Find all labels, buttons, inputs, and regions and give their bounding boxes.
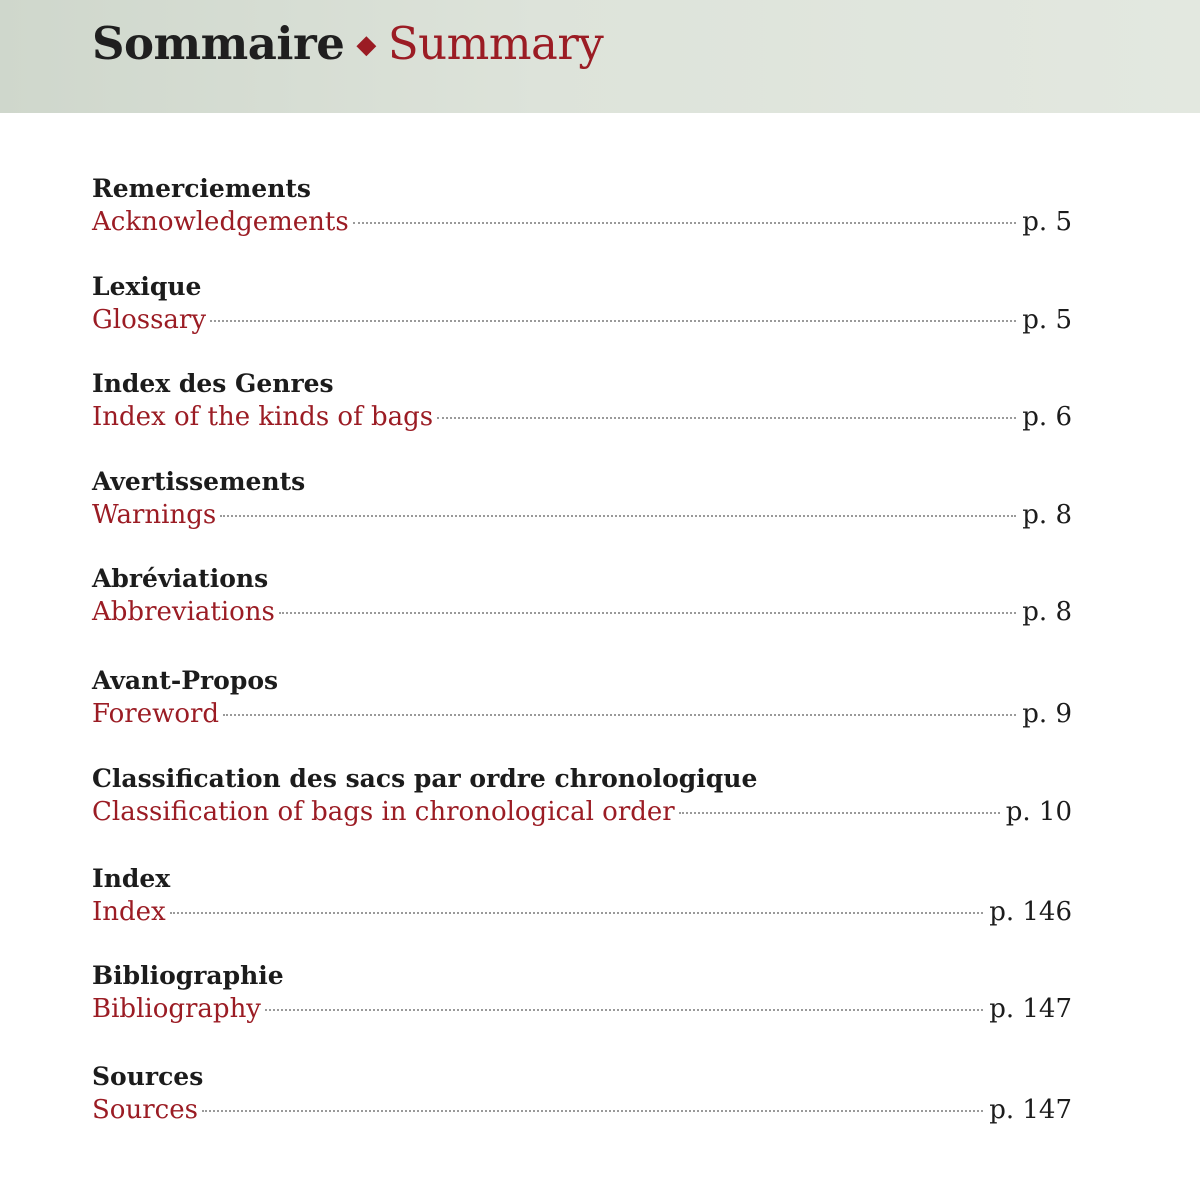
toc-entry-french: Avertissements	[92, 467, 306, 496]
toc-entry-english: Acknowledgements	[92, 207, 349, 237]
toc-entry-line	[92, 401, 1072, 433]
dot-leader	[202, 1110, 983, 1112]
toc-entry-english: Index	[92, 897, 166, 927]
toc-entry-english: Warnings	[92, 500, 217, 530]
title-french: Sommaire	[92, 17, 345, 70]
toc-entry-page: p. 147	[989, 994, 1072, 1024]
title-english: Summary	[387, 17, 604, 70]
toc-entry-french: Classification des sacs par ordre chronologique	[92, 764, 758, 793]
toc-entry[interactable]	[92, 174, 1072, 238]
toc-entry[interactable]	[92, 864, 1072, 928]
toc-entry[interactable]	[92, 961, 1072, 1025]
dot-leader	[265, 1009, 983, 1011]
toc-entry-english: Index of the kinds of bags	[92, 402, 434, 432]
toc-entry-page: p. 146	[989, 897, 1072, 927]
toc-entry-line	[92, 596, 1072, 628]
toc-entry-french: Abréviations	[92, 564, 269, 593]
toc-entry-page: p. 6	[1022, 402, 1072, 432]
dot-leader	[437, 417, 1016, 419]
toc-entry-english: Foreword	[92, 699, 220, 729]
dot-leader	[279, 612, 1016, 614]
toc-entry-line	[92, 1094, 1072, 1126]
toc-entry-french: Index	[92, 864, 171, 893]
toc-entry-page: p. 147	[989, 1095, 1072, 1125]
toc-entry-line	[92, 206, 1072, 238]
toc-entry-french: Avant-Propos	[92, 666, 279, 695]
toc-entry-page: p. 9	[1022, 699, 1072, 729]
toc-entry-line	[92, 698, 1072, 730]
toc-entry-line	[92, 896, 1072, 928]
dot-leader	[220, 515, 1016, 517]
toc-entry-page: p. 8	[1022, 500, 1072, 530]
toc-entry-french: Sources	[92, 1062, 204, 1091]
toc-entry-line	[92, 796, 1072, 828]
dot-leader	[223, 714, 1016, 716]
toc-entry-french: Index des Genres	[92, 369, 334, 398]
dot-leader	[170, 912, 983, 914]
toc-entry-english: Glossary	[92, 305, 207, 335]
toc-entry-page: p. 8	[1022, 597, 1072, 627]
toc-entry[interactable]	[92, 1062, 1072, 1126]
toc-entry-page: p. 5	[1022, 305, 1072, 335]
toc-entry-line	[92, 304, 1072, 336]
toc-entry-french: Remerciements	[92, 174, 311, 203]
toc-entry-page: p. 5	[1022, 207, 1072, 237]
toc-entry-french: Lexique	[92, 272, 202, 301]
toc-entry[interactable]	[92, 666, 1072, 730]
toc-entry-line	[92, 993, 1072, 1025]
toc-entry-line	[92, 499, 1072, 531]
toc-entry-english: Sources	[92, 1095, 198, 1125]
toc-entry[interactable]	[92, 564, 1072, 628]
toc-entry-english: Bibliography	[92, 994, 261, 1024]
dot-leader	[353, 222, 1017, 224]
diamond-separator-icon: ◆	[356, 30, 376, 60]
toc-entry[interactable]	[92, 467, 1072, 531]
toc-entry-page: p. 10	[1005, 797, 1072, 827]
toc-entry[interactable]	[92, 764, 1072, 828]
toc-entry-french: Bibliographie	[92, 961, 284, 990]
dot-leader	[679, 812, 1000, 814]
toc-entry-english: Classification of bags in chronological order	[92, 797, 675, 827]
toc-entry[interactable]	[92, 369, 1072, 433]
toc-entry-english: Abbreviations	[92, 597, 275, 627]
dot-leader	[210, 320, 1016, 322]
toc-entry[interactable]	[92, 272, 1072, 336]
